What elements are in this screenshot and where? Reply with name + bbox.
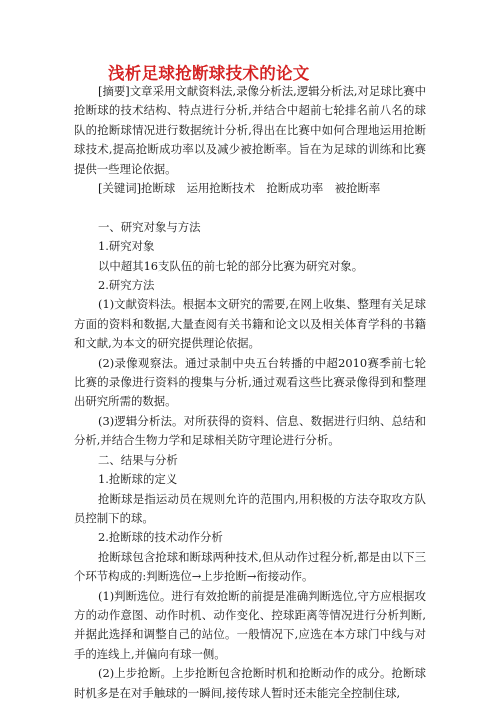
section-heading: 二、结果与分析 (98, 452, 178, 467)
body-paragraph: (3)逻辑分析法。对所获得的资料、信息、数据进行归纳、总结和分析,并结合生物力学和足球相关防守理论进行分析。 (74, 413, 426, 448)
document-title: 浅析足球抢断球技术的论文 (108, 64, 310, 83)
document-body (74, 82, 426, 703)
paragraph-gap (74, 198, 426, 217)
body-paragraph: 抢断球是指运动员在规则允许的范围内,用积极的方法夺取攻方队员控制下的球。 (74, 491, 426, 525)
body-paragraph: (2)录像观察法。通过录制中央五台转播的中超2010赛季前七轮比赛的录像进行资料的搜集与分析,通过观看这些比赛录像得到和整理出研究所需的数据。 (74, 355, 426, 409)
body-paragraph: (2)上步抢断。上步抢断包含抢断时机和抢断动作的成分。抢断球时机多是在对手触球的一瞬间,接传球人暂时还未能完全控制住球, (74, 666, 426, 700)
subsection-heading: 2.研究方法 (98, 278, 155, 293)
subsection-heading: 2.抢断球的技术动作分析 (98, 530, 223, 545)
body-paragraph: (1)判断选位。进行有效抢断的前提是准确判断选位,守方应根据攻方的动作意图、动作时机、动作变化、控球距离等情况进行分析判断,并据此选择和调整自己的站位。一般情况下,应选在本方球门中线与对手的连线上,并偏向有球一侧。 (74, 588, 426, 661)
body-paragraph: 抢断球包含抢球和断球两种技术,但从动作过程分析,都是由以下三个环节构成的:判断选位→上步抢断→衔接动作。 (74, 549, 426, 584)
subsection-heading: 1.抢断球的定义 (98, 472, 178, 487)
subsection-heading: 1.研究对象 (98, 239, 155, 254)
section-heading: 一、研究对象与方法 (98, 219, 201, 234)
abstract-paragraph: [摘要]文章采用文献资料法,录像分析法,逻辑分析法,对足球比赛中抢断球的技术结构、特点进行分析,并结合中超前七轮排名前八名的球队的抢断球情况进行数据统计分析,得出在比赛中如何合理地运用抢断球技术,提高抢断成功率以及减少被抢断率。旨在为足球的训练和比赛提供一些理论依据。 (74, 84, 426, 176)
body-paragraph: (1)文献资料法。根据本文研究的需要,在网上收集、整理有关足球方面的资料和数据,大量查阅有关书籍和论文以及相关体育学科的书籍和文献,为本文的研究提供理论依据。 (74, 297, 426, 351)
keywords-line: [关键词]抢断球 运用抢断技术 抢断成功率 被抢断率 (98, 181, 381, 196)
body-paragraph: 以中超其16支队伍的前七轮的部分比赛为研究对象。 (98, 258, 364, 273)
